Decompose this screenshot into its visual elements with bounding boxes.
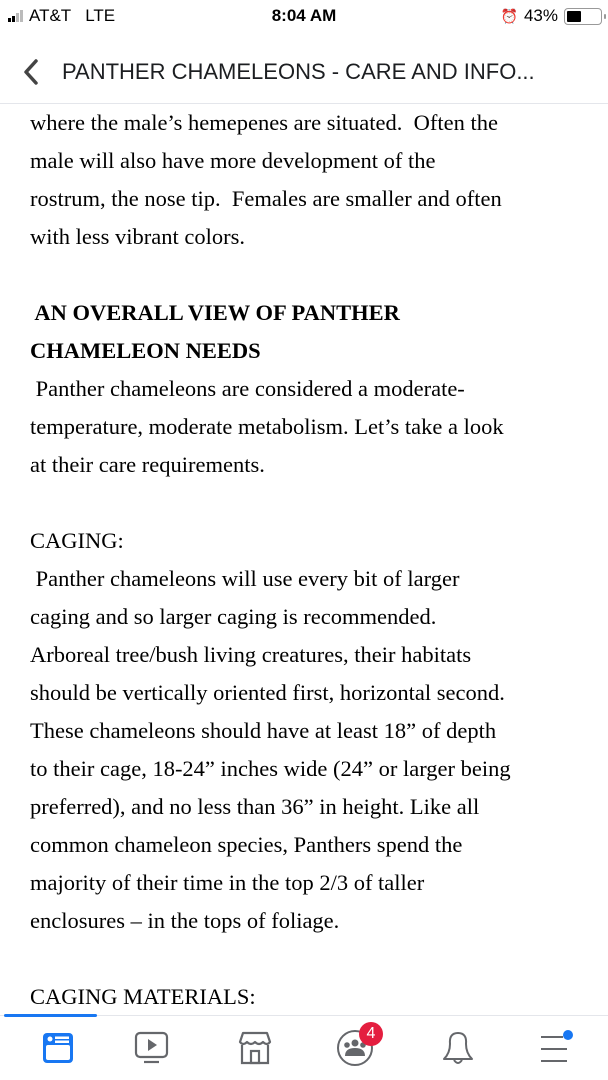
tab-menu[interactable] — [525, 1026, 585, 1070]
alarm-icon: ⏰ — [500, 7, 518, 24]
chevron-left-icon — [23, 59, 39, 85]
text-line: preferred), and no less than 36” in height. Like all — [30, 794, 480, 819]
clock: 8:04 AM — [271, 6, 337, 25]
paragraph — [30, 560, 588, 940]
tab-groups[interactable] — [325, 1026, 385, 1070]
bottom-tab-bar — [0, 1015, 608, 1080]
article-content — [30, 104, 588, 1016]
bell-icon — [441, 1029, 475, 1067]
hamburger-menu-icon — [535, 1030, 575, 1066]
battery-percent: 43% — [523, 6, 558, 25]
text-line: to their cage, 18-24” inches wide (24” or larger being — [30, 756, 511, 781]
news-feed-icon — [41, 1031, 75, 1065]
section-heading — [30, 294, 588, 370]
paragraph — [30, 370, 588, 484]
back-button[interactable] — [0, 40, 62, 104]
text-line: majority of their time in the top 2/3 of taller — [30, 870, 425, 895]
notification-badge: 4 — [359, 1022, 383, 1046]
text-line: male will also have more development of the — [30, 148, 436, 173]
section-heading: CAGING: — [30, 528, 124, 553]
marketplace-shop-icon — [238, 1030, 272, 1066]
text-line: where the male’s hemepenes are situated. Often the — [30, 110, 498, 135]
text-line: caging and so larger caging is recommended. — [30, 604, 437, 629]
text-line: AN OVERALL VIEW OF PANTHER — [30, 300, 400, 325]
text-line: common chameleon species, Panthers spend the — [30, 832, 463, 857]
text-line: should be vertically oriented first, horizontal second. — [30, 680, 505, 705]
header — [0, 40, 608, 104]
text-line: at their care requirements. — [30, 452, 265, 477]
text-line: Arboreal tree/bush living creatures, their habitats — [30, 642, 472, 667]
text-line: These chameleons should have at least 18” of depth — [30, 718, 497, 743]
battery-icon — [564, 8, 602, 25]
tab-watch[interactable] — [122, 1026, 182, 1070]
carrier: AT&T — [29, 6, 72, 25]
tab-marketplace[interactable] — [225, 1026, 285, 1070]
network: LTE — [85, 6, 116, 25]
text-line: temperature, moderate metabolism. Let’s take a look — [30, 414, 504, 439]
text-line: Panther chameleons will use every bit of larger — [30, 566, 460, 591]
text-line: enclosures – in the tops of foliage. — [30, 908, 340, 933]
page-title: PANTHER CHAMELEONS - CARE AND INFO... — [62, 58, 535, 84]
text-line: CHAMELEON NEEDS — [30, 338, 261, 363]
status-bar — [0, 0, 608, 34]
text-line: rostrum, the nose tip. Females are smaller and often — [30, 186, 502, 211]
tab-news-feed[interactable] — [28, 1026, 88, 1070]
tab-notifications[interactable] — [428, 1026, 488, 1070]
text-line: with less vibrant colors. — [30, 224, 245, 249]
active-tab-indicator — [4, 1014, 97, 1017]
video-play-icon — [134, 1031, 170, 1065]
paragraph — [30, 104, 588, 256]
section-heading: CAGING MATERIALS: — [30, 984, 256, 1009]
text-line: Panther chameleons are considered a moderate- — [30, 376, 465, 401]
